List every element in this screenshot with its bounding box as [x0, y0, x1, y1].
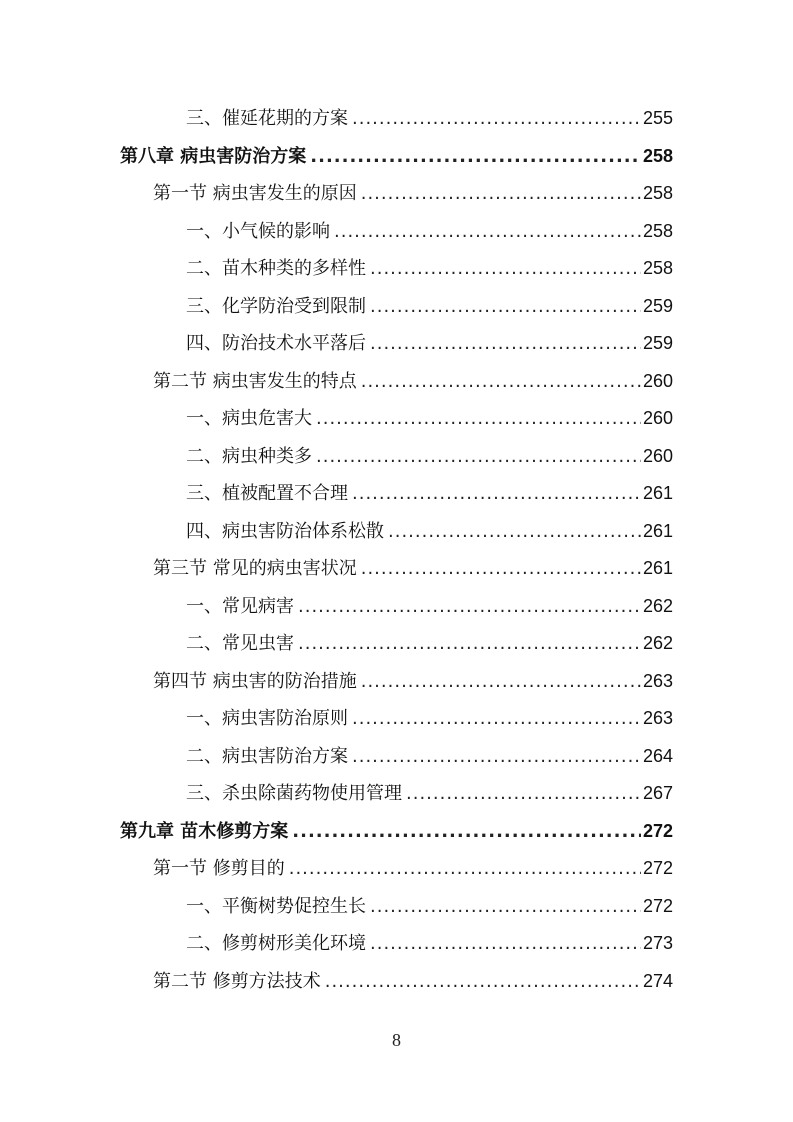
toc-entry-title: 三、杀虫除菌药物使用管理 [186, 783, 402, 804]
toc-entry-page: 263 [642, 670, 673, 691]
toc-entry-page: 274 [642, 970, 673, 991]
toc-entry[interactable] [186, 325, 673, 362]
toc-entry-page: 258 [642, 145, 673, 166]
toc-entry-title: 第九章 苗木修剪方案 [120, 820, 289, 842]
dot-leader [316, 400, 641, 437]
toc-entry-title: 一、病虫危害大 [186, 408, 312, 429]
toc-entry-title: 一、小气候的影响 [186, 220, 330, 242]
toc-entry-page: 259 [642, 295, 673, 316]
toc-entry-page: 262 [642, 633, 673, 653]
dot-leader [352, 100, 641, 137]
toc-entry[interactable] [186, 738, 673, 775]
toc-entry-title: 二、修剪树形美化环境 [186, 933, 366, 954]
toc-entry-page: 255 [642, 108, 673, 128]
toc-entry-title: 第二节 修剪方法技术 [153, 970, 321, 992]
toc-entry[interactable] [186, 288, 673, 325]
toc-entry[interactable] [186, 775, 673, 812]
toc-entry-page: 258 [642, 183, 673, 203]
dot-leader [334, 213, 641, 250]
toc-entry[interactable] [186, 100, 673, 137]
dot-leader [292, 813, 641, 850]
toc-section[interactable] [153, 963, 673, 1000]
toc-entry[interactable] [186, 438, 673, 475]
toc-entry[interactable] [186, 625, 673, 662]
toc-entry-title: 一、平衡树势促控生长 [186, 895, 366, 917]
toc-entry[interactable] [186, 925, 673, 962]
dot-leader [298, 625, 641, 662]
toc-section[interactable] [153, 550, 673, 587]
dot-leader [361, 550, 641, 587]
toc-entry-page: 258 [642, 258, 673, 278]
dot-leader [352, 475, 641, 512]
dot-leader [325, 963, 641, 1000]
dot-leader [406, 775, 641, 812]
toc-entry[interactable] [186, 213, 673, 250]
toc-entry-title: 第三节 常见的病虫害状况 [153, 558, 357, 579]
dot-leader [370, 250, 641, 287]
toc-entry-title: 一、常见病害 [186, 595, 294, 617]
toc-entry-page: 258 [642, 220, 673, 241]
dot-leader [316, 438, 641, 475]
toc-entry-title: 二、病虫害防治方案 [186, 745, 348, 767]
toc-entry[interactable] [186, 588, 673, 625]
dot-leader [370, 288, 641, 325]
toc-entry-title: 第一节 病虫害发生的原因 [153, 183, 357, 204]
toc-entry-title: 二、病虫种类多 [186, 445, 312, 467]
toc-entry-page: 264 [642, 745, 673, 766]
toc-chapter[interactable] [120, 138, 673, 175]
dot-leader [370, 925, 641, 962]
toc-entry-page: 261 [642, 520, 673, 541]
dot-leader [310, 138, 641, 175]
dot-leader [289, 850, 641, 887]
toc-entry-page: 261 [642, 558, 673, 578]
toc-section[interactable] [153, 663, 673, 700]
toc-section[interactable] [153, 363, 673, 400]
toc-entry[interactable] [186, 400, 673, 437]
toc-entry-page: 263 [642, 708, 673, 728]
toc-entry-page: 262 [642, 595, 673, 616]
toc-entry-page: 272 [642, 858, 673, 878]
page-number: 8 [392, 1030, 401, 1050]
toc-entry-page: 267 [642, 783, 673, 803]
toc-entry-title: 第八章 病虫害防治方案 [120, 145, 307, 167]
dot-leader [352, 738, 641, 775]
toc-entry[interactable] [186, 250, 673, 287]
toc-entry-title: 一、病虫害防治原则 [186, 708, 348, 729]
toc-entry-page: 273 [642, 933, 673, 953]
toc-section[interactable] [153, 850, 673, 887]
toc-entry-page: 261 [642, 483, 673, 503]
toc-entry-title: 三、催延花期的方案 [186, 108, 348, 129]
dot-leader [298, 588, 641, 625]
dot-leader [361, 363, 641, 400]
toc-entry-title: 二、苗木种类的多样性 [186, 258, 366, 279]
toc-entry-page: 260 [642, 370, 673, 391]
toc-section[interactable] [153, 175, 673, 212]
toc-entry-page: 272 [642, 820, 673, 841]
toc-entry-page: 260 [642, 408, 673, 428]
toc-entry-title: 四、病虫害防治体系松散 [186, 520, 384, 542]
toc-entry-title: 第一节 修剪目的 [153, 858, 285, 879]
dot-leader [361, 175, 641, 212]
dot-leader [370, 325, 641, 362]
dot-leader [370, 888, 641, 925]
toc-entry-title: 第二节 病虫害发生的特点 [153, 370, 357, 392]
toc-entry-page: 259 [642, 333, 673, 353]
toc-entry[interactable] [186, 513, 673, 550]
dot-leader [388, 513, 641, 550]
toc-entry-title: 三、化学防治受到限制 [186, 295, 366, 317]
toc-entry-page: 260 [642, 445, 673, 466]
toc-entry-title: 第四节 病虫害的防治措施 [153, 670, 357, 692]
toc-chapter[interactable] [120, 813, 673, 850]
toc-entry-title: 四、防治技术水平落后 [186, 333, 366, 354]
toc-entry-title: 二、常见虫害 [186, 633, 294, 654]
dot-leader [352, 700, 641, 737]
toc-entry[interactable] [186, 475, 673, 512]
toc-entry-page: 272 [642, 895, 673, 916]
toc-entry-title: 三、植被配置不合理 [186, 483, 348, 504]
toc-entry[interactable] [186, 888, 673, 925]
dot-leader [361, 663, 641, 700]
toc-entry[interactable] [186, 700, 673, 737]
